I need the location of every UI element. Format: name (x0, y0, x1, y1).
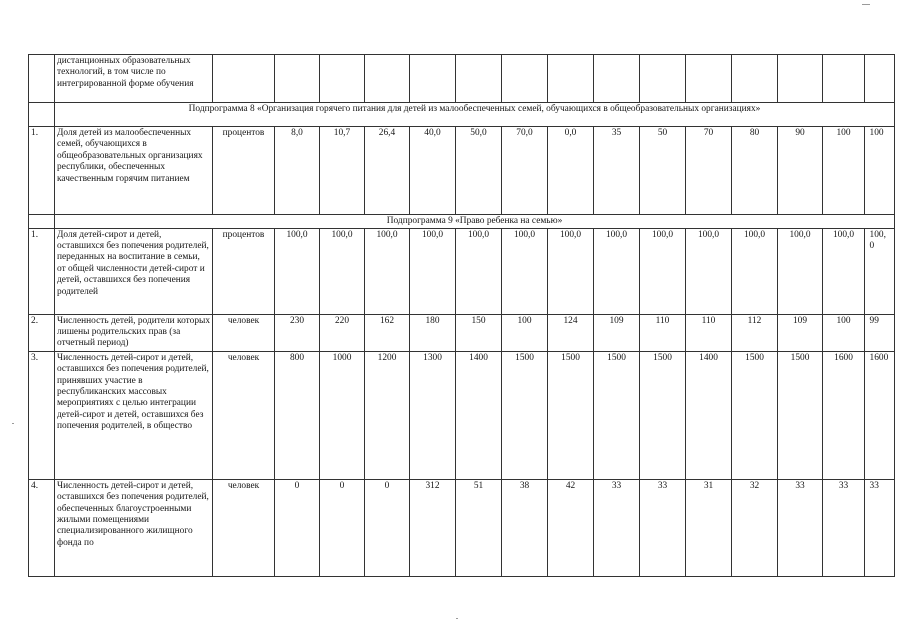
value-cell: 110 (640, 314, 686, 351)
value-cell: 38 (502, 479, 548, 576)
value-cell: 124 (548, 314, 594, 351)
empty-cell (365, 55, 410, 103)
subprogram-row (29, 103, 895, 127)
value-cell: 100,0 (823, 228, 865, 314)
value-cell: 230 (275, 314, 320, 351)
value-cell: 180 (410, 314, 456, 351)
subprogram-row (29, 215, 895, 229)
value-cell: 1000 (320, 351, 365, 479)
value-cell: 1500 (594, 351, 640, 479)
value-cell (865, 127, 895, 215)
value-cell: 100,0 (456, 228, 502, 314)
value-cell: 1500 (778, 351, 823, 479)
value-cell: 8,0 (275, 127, 320, 215)
value-cell: 100,0 (548, 228, 594, 314)
value-cell: 70,0 (502, 127, 548, 215)
value-cell: 1500 (732, 351, 778, 479)
unit-cell: человек (213, 351, 275, 479)
value-cell: 100 (823, 314, 865, 351)
table-row (29, 127, 895, 215)
indicators-table (28, 54, 895, 577)
value-cell: 100,0 (410, 228, 456, 314)
value-cell: 100,0 (275, 228, 320, 314)
value-cell: 35 (594, 127, 640, 215)
scan-speck (12, 423, 14, 424)
value-text: 100 (869, 128, 884, 138)
value-cell: 100,0 (502, 228, 548, 314)
value-cell: 100,0 (686, 228, 732, 314)
empty-cell (29, 55, 55, 103)
table-row (29, 479, 895, 576)
empty-cell (686, 55, 732, 103)
value-cell: 220 (320, 314, 365, 351)
value-cell: 0,0 (548, 127, 594, 215)
value-cell: 32 (732, 479, 778, 576)
scan-speck (456, 618, 458, 619)
value-cell: 100 (502, 314, 548, 351)
value-cell: 100,0 (778, 228, 823, 314)
value-text: 99 (869, 315, 879, 326)
empty-cell (502, 55, 548, 103)
value-cell: 33 (778, 479, 823, 576)
value-cell: 33 (823, 479, 865, 576)
row-number: 1. (29, 127, 55, 215)
empty-cell (213, 55, 275, 103)
value-cell: 0 (320, 479, 365, 576)
empty-cell (548, 55, 594, 103)
value-cell: 100,0 (732, 228, 778, 314)
row-number: 2. (29, 314, 55, 351)
empty-cell (778, 55, 823, 103)
value-cell: 100 (823, 127, 865, 215)
value-cell: 100,0 (365, 228, 410, 314)
row-number: 3. (29, 351, 55, 479)
value-cell: 10,7 (320, 127, 365, 215)
empty-cell (732, 55, 778, 103)
value-cell: 90 (778, 127, 823, 215)
indicator-cell: Численность детей, родители которых лишены родительских прав (за отчетный период) (55, 314, 213, 351)
scan-speck (862, 4, 870, 5)
table-row (29, 314, 895, 351)
value-cell: 31 (686, 479, 732, 576)
value-cell: 112 (732, 314, 778, 351)
empty-cell (865, 55, 895, 103)
value-cell: 70 (686, 127, 732, 215)
value-cell: 162 (365, 314, 410, 351)
value-cell: 51 (456, 479, 502, 576)
empty-cell (410, 55, 456, 103)
value-cell: 0 (275, 479, 320, 576)
empty-cell (594, 55, 640, 103)
value-text: 1600 (869, 352, 889, 363)
table-row (29, 228, 895, 314)
value-cell: 1200 (365, 351, 410, 479)
value-cell: 1500 (548, 351, 594, 479)
empty-cell (29, 215, 55, 229)
value-cell: 26,4 (365, 127, 410, 215)
empty-cell (320, 55, 365, 103)
value-cell: 50,0 (456, 127, 502, 215)
indicator-cell: Численность детей-сирот и детей, оставшихся без попечения родителей, обеспеченных благоустроенными жилыми помещениями специализированного жилищного фонда по (55, 479, 213, 576)
empty-cell (29, 103, 55, 127)
value-cell: 80 (732, 127, 778, 215)
value-cell: 1500 (502, 351, 548, 479)
value-cell: 1400 (686, 351, 732, 479)
unit-cell: процентов (213, 228, 275, 314)
value-cell (865, 228, 895, 314)
value-cell: 1500 (640, 351, 686, 479)
value-cell: 109 (778, 314, 823, 351)
unit-cell: человек (213, 479, 275, 576)
value-text: 100,0 (869, 229, 886, 251)
value-cell: 1600 (823, 351, 865, 479)
value-cell (865, 479, 895, 576)
empty-cell (275, 55, 320, 103)
value-cell: 50 (640, 127, 686, 215)
value-cell: 312 (410, 479, 456, 576)
subprogram-title: Подпрограмма 8 «Организация горячего питания для детей из малообеспеченных семей, обучающихся в общеобразовательных организациях» (55, 103, 895, 127)
value-cell: 109 (594, 314, 640, 351)
value-cell: 110 (686, 314, 732, 351)
indicator-cell: Доля детей-сирот и детей, оставшихся без попечения родителей, переданных на воспитание в семьи, от общей численности детей-сирот и детей, оставшихся без попечения родителей (55, 228, 213, 314)
value-cell: 42 (548, 479, 594, 576)
value-cell: 150 (456, 314, 502, 351)
value-cell: 800 (275, 351, 320, 479)
value-cell (865, 314, 895, 351)
value-cell: 100,0 (594, 228, 640, 314)
empty-cell (456, 55, 502, 103)
value-cell: 1300 (410, 351, 456, 479)
table-row (29, 351, 895, 479)
value-cell: 1400 (456, 351, 502, 479)
value-cell (865, 351, 895, 479)
table-row (29, 55, 895, 103)
empty-cell (640, 55, 686, 103)
row-number: 1. (29, 228, 55, 314)
unit-cell: человек (213, 314, 275, 351)
value-cell: 33 (640, 479, 686, 576)
value-cell: 33 (594, 479, 640, 576)
subprogram-title: Подпрограмма 9 «Право ребенка на семью» (55, 215, 895, 229)
indicator-cell: Доля детей из малообеспеченных семей, обучающихся в общеобразовательных организациях республики, обеспеченных качественным горячим питанием (55, 127, 213, 215)
indicator-cell: дистанционных образовательных технологий, в том числе по интегрированной форме обучения (55, 55, 213, 103)
indicator-cell: Численность детей-сирот и детей, оставшихся без попечения родителей, принявших участие в республиканских массовых мероприятиях с целью интеграции детей-сирот и детей, оставшихся без попечения родителей, в общество (55, 351, 213, 479)
value-cell: 100,0 (640, 228, 686, 314)
row-number: 4. (29, 479, 55, 576)
value-cell: 100,0 (320, 228, 365, 314)
value-cell: 0 (365, 479, 410, 576)
value-cell: 40,0 (410, 127, 456, 215)
unit-cell: процентов (213, 127, 275, 215)
empty-cell (823, 55, 865, 103)
value-text: 33 (869, 480, 879, 491)
